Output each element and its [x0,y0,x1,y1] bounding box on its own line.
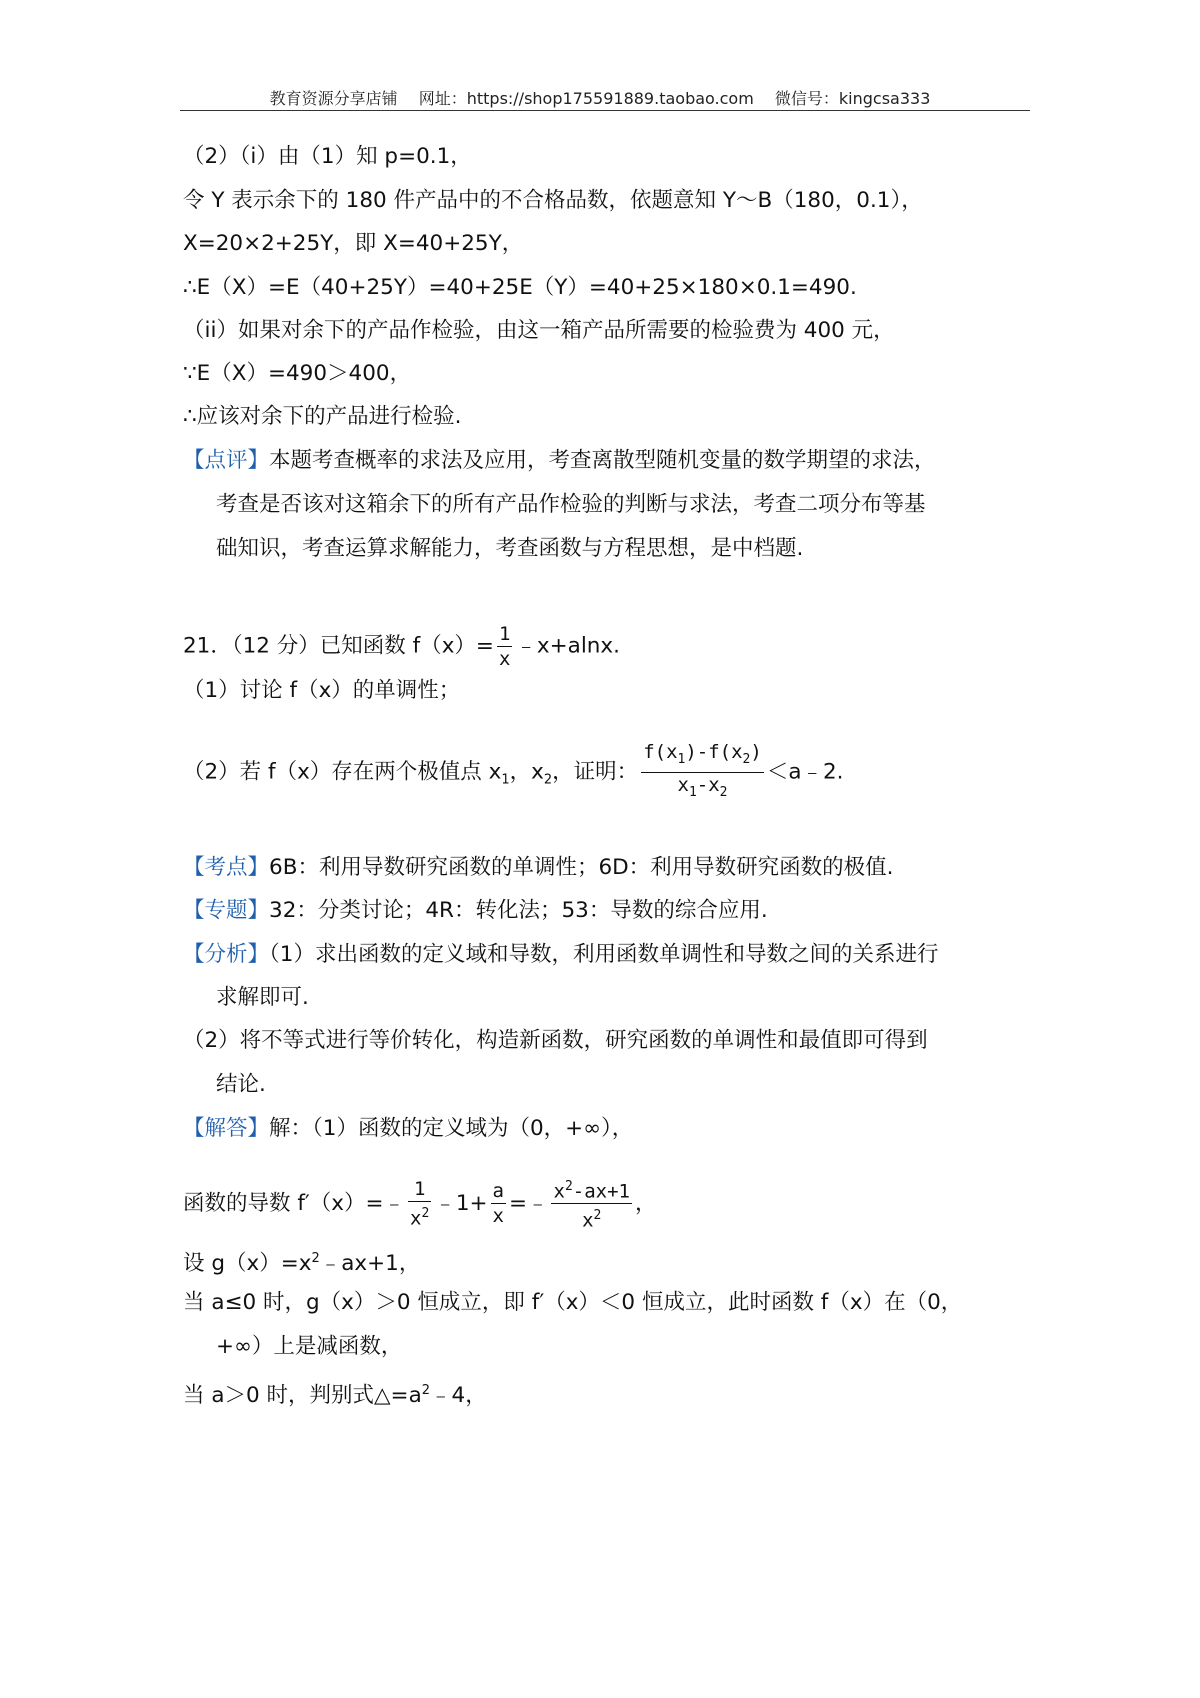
header-wechat: 微信号：kingcsa333 [774,89,931,108]
case-line: 当 a≤0 时，g（x）＞0 恒成立，即 f′（x）＜0 恒成立，此时函数 f（x）在（0， [183,1290,963,1315]
review-tag: 【点评】 [183,448,270,473]
review-line: 础知识，考查运算求解能力，考查函数与方程思想，是中档题. [216,536,804,561]
zhuanti-line: 【专题】32：分类讨论；4R：转化法；53：导数的综合应用. [183,898,768,923]
case-line: 当 a＞0 时，判别式$\triangle=a^2﹣4$， [183,1383,487,1409]
text-line: ∴E（X）=E（40+25Y）=40+25E（Y）=40+25×180×0.1=490. [183,275,857,300]
jieda-tag: 【解答】 [183,1116,270,1141]
fenxi-line: 【分析】（1）求出函数的定义域和导数，利用函数单调性和导数之间的关系进行 [183,942,939,967]
fenxi-line: 结论. [216,1072,266,1097]
jieda-line: 【解答】解：（1）函数的定义域为（0，+∞）， [183,1116,634,1141]
g-definition: 设 $g(x)=x^2﹣ax+1$， [183,1251,421,1277]
text-line: X=20×2+25Y，即 X=40+25Y， [183,231,524,256]
fraction: $\frac{a}{x}$ [492,1180,504,1228]
inequality-fraction: $\frac{f(x_1)-f(x_2)}{x_1-x_2}$ [641,740,764,805]
header-url: 网址：https://shop175591889.taobao.com [418,89,754,108]
page-header [0,86,1200,109]
text-line: 令 Y 表示余下的 180 件产品中的不合格品数，依题意知 Y～B（180，0.1）， [183,188,923,213]
zhuanti-tag: 【专题】 [183,898,270,923]
text-line: ∵E（X）=490＞400， [183,361,412,386]
header-shop: 教育资源分享店铺 [269,89,398,108]
question-part1: （1）讨论 f（x）的单调性； [183,678,461,703]
text-line: ∴应该对余下的产品进行检验. [183,404,462,429]
header-rule [180,110,1030,111]
fraction: $\frac{x^2-ax+1}{x^2}$ [553,1179,630,1232]
text-line: （2）（i）由（1）知 p=0.1， [183,144,472,169]
fenxi-line: 求解即可. [216,985,309,1010]
fraction: $\frac{1}{x}$ [498,623,511,670]
kaodian-tag: 【考点】 [183,855,270,880]
review-line [183,446,936,476]
fenxi-tag: 【分析】 [183,942,270,967]
fraction: $\frac{1}{x^2}$ [410,1178,430,1230]
review-text: 本题考查概率的求法及应用，考查离散型随机变量的数学期望的求法， [269,448,936,473]
kaodian-line: 【考点】6B：利用导数研究函数的单调性；6D：利用导数研究函数的极值. [183,855,894,880]
case-line: +∞）上是减函数， [216,1334,403,1359]
question-stem: 21．（12 分）已知函数 f（x）= $\frac{1}{x}$ ﹣x+alnx. [183,623,620,670]
question-part2: （2）若 f（x）存在两个极值点 $x_1$，$x_2$，证明： $\frac{f(x_1)-f(x_2)}{x_1-x_2}$ ＜a﹣2. [183,740,844,805]
fenxi-line: （2）将不等式进行等价转化，构造新函数，研究函数的单调性和最值即可得到 [183,1028,928,1053]
derivative-line: 函数的导数 f′（x）=﹣ $\frac{1}{x^2}$ ﹣1+ $\frac{a}{x}$ =﹣ $\frac{x^2-ax+1}{x^2}$ ， [183,1175,656,1233]
review-line: 考查是否该对这箱余下的所有产品作检验的判断与求法，考查二项分布等基 [216,492,926,517]
text-line: （ii）如果对余下的产品作检验，由这一箱产品所需要的检验费为 400 元， [183,318,895,343]
